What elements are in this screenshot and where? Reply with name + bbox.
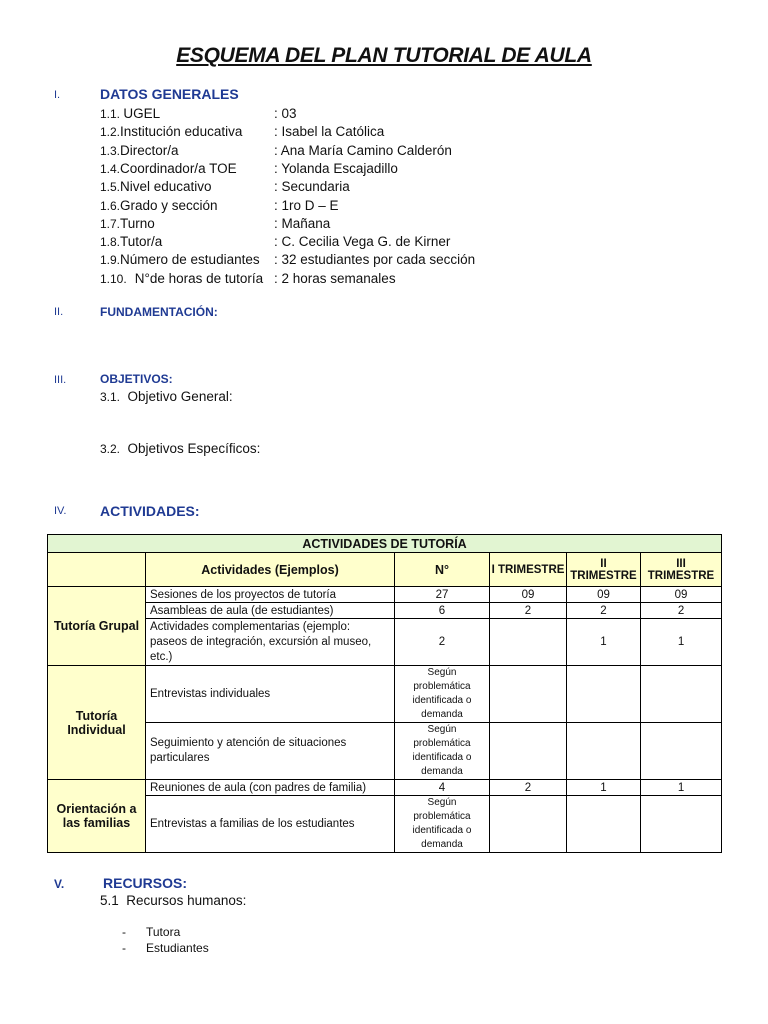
trimestre-3-cell: 09 — [641, 587, 722, 603]
datos-row-number: 1.9. — [100, 253, 121, 267]
section-2-number: II. — [54, 306, 64, 318]
bullet-dash: - — [122, 941, 126, 955]
datos-row-text: Número de estudiantes — [120, 252, 260, 267]
datos-row-value: : 1ro D – E — [274, 198, 339, 213]
datos-row-text: Institución educativa — [120, 124, 243, 139]
trimestre-3-cell — [641, 796, 722, 853]
objetivos-especificos-label: Objetivos Específicos: — [127, 441, 261, 456]
datos-row-value: : Ana María Camino Calderón — [274, 143, 452, 158]
trimestre-2-cell: 1 — [567, 780, 641, 796]
page-title: ESQUEMA DEL PLAN TUTORIAL DE AULA — [176, 44, 592, 67]
trimestre-3-cell: 2 — [641, 603, 722, 619]
list-item-label: Tutora — [146, 925, 181, 939]
trimestre-2-cell: 1 — [567, 619, 641, 666]
header-empty-cell — [48, 553, 146, 587]
table-row — [48, 666, 722, 723]
table-row — [48, 796, 722, 853]
list-item-label: Estudiantes — [146, 941, 209, 955]
activity-cell: Entrevistas individuales — [146, 666, 395, 723]
objetivo-general-number: 3.1. — [100, 390, 121, 404]
section-4-heading: ACTIVIDADES: — [100, 503, 200, 519]
list-item — [122, 925, 180, 939]
section-5-heading: RECURSOS: — [103, 875, 188, 891]
trimestre-1-cell — [490, 619, 567, 666]
datos-row-text: Coordinador/a TOE — [120, 161, 237, 176]
datos-row-text: Tutor/a — [120, 234, 163, 249]
recursos-humanos-number: 5.1 — [100, 893, 119, 908]
datos-row-label — [100, 105, 160, 123]
activity-cell: Entrevistas a familias de los estudiantes — [146, 796, 395, 853]
datos-row-label — [100, 270, 263, 288]
datos-row-value: : C. Cecilia Vega G. de Kirner — [274, 234, 451, 249]
section-3-heading: OBJETIVOS: — [100, 372, 173, 386]
group-tutoria-grupal: Tutoría Grupal — [48, 587, 146, 666]
section-3-number: III. — [54, 374, 67, 386]
datos-row-label — [100, 178, 212, 196]
datos-row-label — [100, 197, 218, 215]
count-cell: Según problemática identificada o demanda — [395, 666, 490, 723]
table-row — [48, 619, 722, 666]
trimestre-3-cell — [641, 666, 722, 723]
count-cell: 6 — [395, 603, 490, 619]
trimestre-1-cell: 2 — [490, 780, 567, 796]
datos-row-value: : Mañana — [274, 216, 331, 231]
trimestre-3-cell — [641, 723, 722, 780]
datos-row-text: N°de horas de tutoría — [134, 271, 264, 286]
datos-row-label — [100, 251, 260, 269]
datos-row-number: 1.10. — [100, 272, 127, 286]
activity-cell: Seguimiento y atención de situaciones particulares — [146, 723, 395, 780]
activity-cell: Actividades complementarias (ejemplo: paseos de integración, excursión al museo, etc.) — [146, 619, 395, 666]
recursos-humanos-label: Recursos humanos: — [126, 893, 247, 908]
datos-row-text: UGEL — [123, 106, 161, 121]
datos-row-text: Grado y sección — [120, 198, 218, 213]
trimestre-1-cell: 09 — [490, 587, 567, 603]
trimestre-2-cell — [567, 796, 641, 853]
datos-row-number: 1.4. — [100, 162, 121, 176]
datos-row-text: Turno — [120, 216, 155, 231]
count-cell: Según problemática identificada o demanda — [395, 796, 490, 853]
activity-cell: Sesiones de los proyectos de tutoría — [146, 587, 395, 603]
activities-table — [47, 534, 722, 853]
datos-row-value: : 32 estudiantes por cada sección — [274, 252, 476, 267]
datos-row-label — [100, 160, 237, 178]
table-title: ACTIVIDADES DE TUTORÍA — [48, 535, 722, 553]
header-trimestre-1: I TRIMESTRE — [490, 553, 567, 587]
trimestre-2-cell — [567, 723, 641, 780]
datos-row-value: : 2 horas semanales — [274, 271, 396, 286]
table-row — [48, 603, 722, 619]
section-2-heading: FUNDAMENTACIÓN: — [100, 305, 218, 319]
datos-row-number: 1.2. — [100, 125, 121, 139]
datos-row-text: Director/a — [120, 143, 179, 158]
trimestre-1-cell — [490, 666, 567, 723]
table-row — [48, 780, 722, 796]
objetivo-general-label: Objetivo General: — [127, 389, 233, 404]
activity-cell: Reuniones de aula (con padres de familia) — [146, 780, 395, 796]
datos-row-number: 1.8. — [100, 235, 121, 249]
datos-row-label — [100, 215, 155, 233]
header-trimestre-3: III TRIMESTRE — [641, 553, 722, 587]
datos-row-label — [100, 123, 242, 141]
count-cell: 4 — [395, 780, 490, 796]
trimestre-3-cell: 1 — [641, 780, 722, 796]
datos-row-text: Nivel educativo — [120, 179, 212, 194]
header-numero: N° — [395, 553, 490, 587]
header-actividades: Actividades (Ejemplos) — [146, 553, 395, 587]
section-5-number: V. — [54, 877, 65, 891]
objetivos-especificos-number: 3.2. — [100, 442, 121, 456]
trimestre-1-cell — [490, 723, 567, 780]
activity-cell: Asambleas de aula (de estudiantes) — [146, 603, 395, 619]
datos-row-value: : Isabel la Católica — [274, 124, 385, 139]
bullet-dash: - — [122, 925, 126, 939]
trimestre-1-cell: 2 — [490, 603, 567, 619]
objetivos-especificos — [100, 441, 260, 456]
trimestre-2-cell — [567, 666, 641, 723]
datos-row-number: 1.7. — [100, 217, 121, 231]
datos-row-value: : Secundaria — [274, 179, 350, 194]
section-1-heading: DATOS GENERALES — [100, 86, 239, 102]
group-tutoria-individual: Tutoría Individual — [48, 666, 146, 780]
trimestre-1-cell — [490, 796, 567, 853]
datos-row-number: 1.6. — [100, 199, 121, 213]
datos-row-value: : 03 — [274, 106, 297, 121]
table-row — [48, 587, 722, 603]
section-1-number: I. — [54, 89, 61, 101]
recursos-humanos — [100, 893, 246, 908]
count-cell: 27 — [395, 587, 490, 603]
datos-row-number: 1.3. — [100, 144, 121, 158]
datos-row-number: 1.1. — [100, 107, 124, 121]
trimestre-2-cell: 2 — [567, 603, 641, 619]
count-cell: 2 — [395, 619, 490, 666]
datos-row-value: : Yolanda Escajadillo — [274, 161, 398, 176]
count-cell: Según problemática identificada o demanda — [395, 723, 490, 780]
datos-row-label — [100, 233, 162, 251]
trimestre-3-cell: 1 — [641, 619, 722, 666]
header-trimestre-2: II TRIMESTRE — [567, 553, 641, 587]
table-row — [48, 723, 722, 780]
datos-row-number: 1.5. — [100, 180, 121, 194]
list-item — [122, 941, 209, 955]
section-4-number: IV. — [54, 505, 67, 517]
group-orientacion-familias: Orientación a las familias — [48, 780, 146, 853]
datos-row-label — [100, 142, 179, 160]
objetivo-general — [100, 389, 233, 404]
trimestre-2-cell: 09 — [567, 587, 641, 603]
